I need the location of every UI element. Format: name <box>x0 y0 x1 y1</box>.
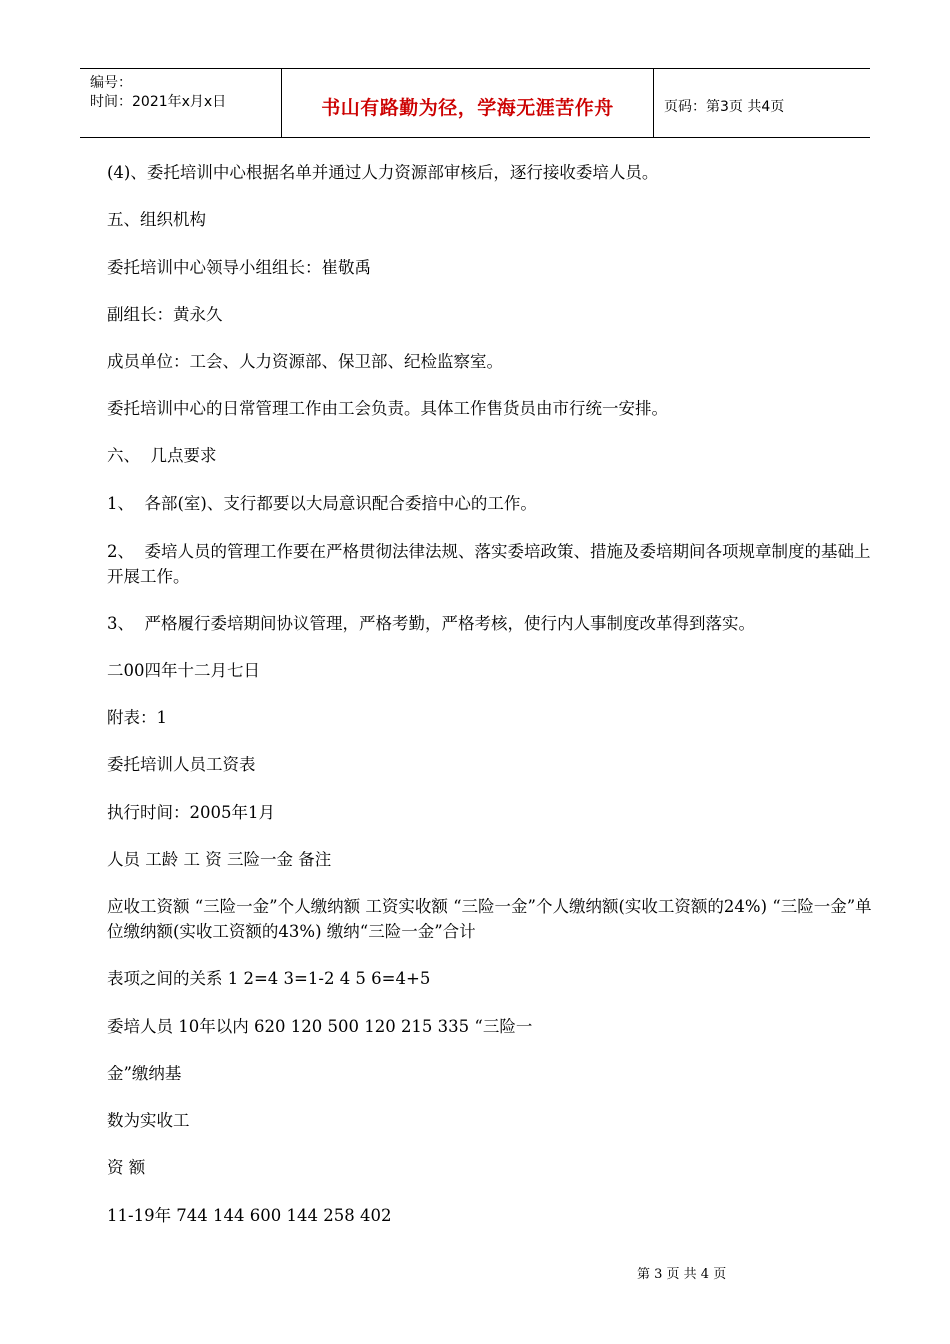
paragraph: (4)、委托培训中心根据名单并通过人力资源部审核后，逐行接收委培人员。 <box>107 163 659 182</box>
table-row: 表项之间的关系 1 2=4 3=1-2 4 5 6=4+5 <box>107 969 431 988</box>
table-row: 数为实收工 <box>107 1111 190 1130</box>
table-header-row: 应收工资额 “三险一金”个人缴纳额 工资实收额 “三险一金”个人缴纳额(实收工资额的24%) “三险一金”单位缴纳额(实收工资额的43%) 缴纳“三险一金”合计 <box>107 897 872 941</box>
list-item: 1、 各部(室)、支行都要以大局意识配合委揞中心的工作。 <box>107 494 537 513</box>
table-row: 金”缴纳基 <box>107 1064 182 1083</box>
table-title: 委托培训人员工资表 <box>107 755 256 774</box>
page-footer: 第 3 页 共 4 页 <box>637 1267 727 1282</box>
list-item: 3、 严格履行委培期间协议管理，严格考勤，严格考核，使行内人事制度改革得到落实。 <box>107 614 755 633</box>
header-motto: 书山有路勤为径，学海无涯苦作舟 <box>282 69 654 137</box>
header-number-label: 编号： <box>90 75 132 91</box>
list-item: 2、 委培人员的管理工作要在严格贯彻法律法规、落实委培政策、措施及委培期间各项规章制度的基础上开展工作。 <box>107 542 871 586</box>
table-row: 委培人员 10年以内 620 120 500 120 215 335 “三险一 <box>107 1017 533 1036</box>
paragraph: 执行时间：2005年1月 <box>107 803 275 822</box>
header-time-label: 时间：2021年x月x日 <box>90 94 227 110</box>
date-line: 二00四年十二月七日 <box>107 661 260 680</box>
paragraph: 委托培训中心领导小组组长：崔敬禹 <box>107 258 371 277</box>
paragraph: 委托培训中心的日常管理工作由工会负责。具体工作售货员由市行统一安排。 <box>107 399 668 418</box>
table-row: 资 额 <box>107 1158 146 1177</box>
section-heading: 六、 几点要求 <box>107 446 217 465</box>
table-header-row: 人员 工龄 工 资 三险一金 备注 <box>107 850 332 869</box>
document-header <box>80 68 870 138</box>
paragraph: 成员单位：工会、人力资源部、保卫部、纪检监察室。 <box>107 352 503 371</box>
section-heading: 五、组织机构 <box>107 210 206 229</box>
table-row: 11-19年 744 144 600 144 258 402 <box>107 1206 392 1225</box>
header-page-info: 页码：第3页 共4页 <box>664 99 785 115</box>
paragraph: 附表：1 <box>107 708 167 727</box>
header-meta <box>80 69 282 137</box>
paragraph: 副组长：黄永久 <box>107 305 223 324</box>
